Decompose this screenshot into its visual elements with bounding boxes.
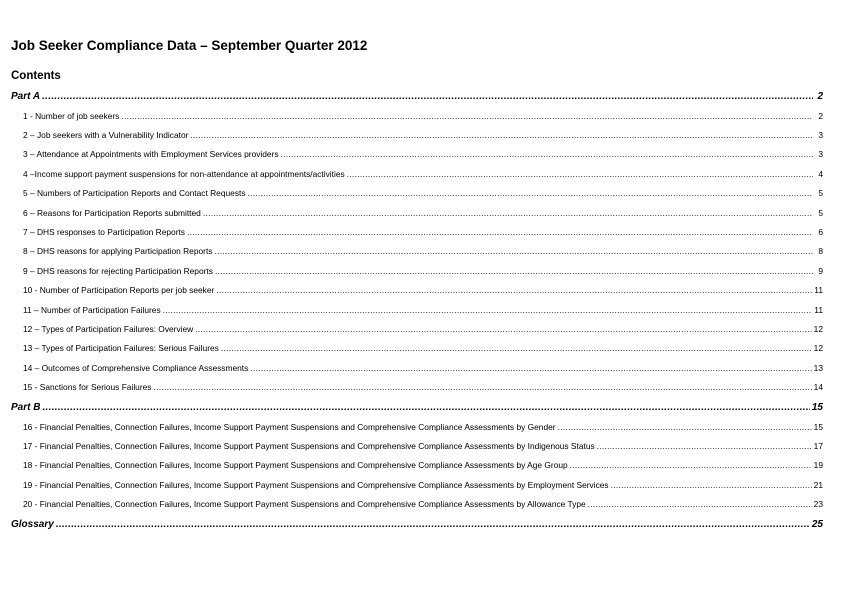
toc-page-number: 9 [818,266,823,276]
toc-entry[interactable] [23,305,823,315]
toc-entry[interactable] [23,422,823,432]
toc-dot-leader [215,266,813,276]
toc-page-number: 3 [818,149,823,159]
toc-entry[interactable] [23,111,823,121]
toc-entry-label: 10 - Number of Participation Reports per job seeker [23,285,215,295]
toc-entry-label: Part B [11,402,41,413]
toc-entry[interactable] [23,285,823,295]
toc-entry[interactable] [23,169,823,179]
toc-entry[interactable] [23,382,823,392]
toc-part-entry[interactable] [11,402,823,413]
toc-page-number: 14 [813,382,823,392]
toc-entry-label: 15 - Sanctions for Serious Failures [23,382,152,392]
toc-page-number: 8 [818,246,823,256]
toc-page-number: 15 [813,422,823,432]
toc-dot-leader [190,130,813,140]
toc-entry-label: 2 – Job seekers with a Vulnerability Indicator [23,130,189,140]
toc-page-number: 5 [818,208,823,218]
toc-entry-label: 8 – DHS reasons for applying Participation Reports [23,246,213,256]
toc-entry[interactable] [23,130,823,140]
toc-entry[interactable] [23,499,823,509]
toc-entry-label: 12 – Types of Participation Failures: Overview [23,324,194,334]
toc-dot-leader [203,208,813,218]
toc-page-number: 3 [818,130,823,140]
toc-page-number: 2 [817,91,823,102]
toc-dot-leader [187,227,813,237]
toc-entry-label: 5 – Numbers of Participation Reports and Contact Requests [23,188,246,198]
toc-entry-label: 9 – DHS reasons for rejecting Participation Reports [23,266,213,276]
toc-dot-leader [195,324,811,334]
toc-entry[interactable] [23,227,823,237]
toc-dot-leader [597,441,812,451]
toc-entry-label: 20 - Financial Penalties, Connection Failures, Income Support Payment Suspensions and Comprehensive Compliance Assessments by Allowance Type [23,499,586,509]
toc-page-number: 12 [813,343,823,353]
contents-heading: Contents [11,70,61,82]
toc-entry[interactable] [23,460,823,470]
toc-dot-leader [248,188,813,198]
toc-dot-leader [570,460,812,470]
toc-entry[interactable] [23,149,823,159]
toc-dot-leader [221,343,812,353]
toc-page-number: 11 [814,305,823,315]
toc-dot-leader [214,246,813,256]
toc-dot-leader [163,305,813,315]
toc-dot-leader [281,149,813,159]
toc-page-number: 23 [813,499,823,509]
toc-dot-leader [611,480,812,490]
toc-dot-leader [588,499,812,509]
toc-page-number: 6 [818,227,823,237]
toc-page-number: 25 [811,519,823,530]
toc-page-number: 17 [813,441,823,451]
toc-entry[interactable] [23,363,823,373]
toc-entry[interactable] [23,266,823,276]
toc-entry-label: 13 – Types of Participation Failures: Serious Failures [23,343,219,353]
toc-entry-label: 11 – Number of Participation Failures [23,305,161,315]
toc-entry[interactable] [23,188,823,198]
toc-page-number: 15 [811,402,823,413]
toc-dot-leader [42,402,809,413]
toc-entry[interactable] [23,480,823,490]
toc-dot-leader [216,285,812,295]
toc-entry-label: 6 – Reasons for Participation Reports submitted [23,208,201,218]
toc-entry-label: 4 –Income support payment suspensions for non-attendance at appointments/activities [23,169,345,179]
toc-entry[interactable] [23,441,823,451]
toc-entry[interactable] [23,343,823,353]
toc-page-number: 13 [813,363,823,373]
page-title: Job Seeker Compliance Data – September Quarter 2012 [11,38,368,53]
toc-dot-leader [56,519,810,530]
toc-page-number: 21 [813,480,823,490]
toc-page-number: 19 [813,460,823,470]
toc-entry-label: Part A [11,91,41,102]
toc-dot-leader [42,91,813,102]
toc-entry-label: 7 – DHS responses to Participation Reports [23,227,185,237]
toc-entry-label: 19 - Financial Penalties, Connection Failures, Income Support Payment Suspensions and Comprehensive Compliance Assessments by Employment Services [23,480,609,490]
toc-dot-leader [153,382,811,392]
toc-page-number: 5 [818,188,823,198]
toc-dot-leader [121,111,813,121]
toc-entry[interactable] [23,324,823,334]
toc-entry-label: Glossary [11,519,54,530]
toc-entry-label: 3 – Attendance at Appointments with Employment Services providers [23,149,279,159]
toc-dot-leader [250,363,811,373]
toc-part-entry[interactable] [11,519,823,530]
toc-page-number: 2 [818,111,823,121]
toc-dot-leader [558,422,812,432]
toc-entry-label: 17 - Financial Penalties, Connection Failures, Income Support Payment Suspensions and Comprehensive Compliance Assessments by Indigenous Status [23,441,595,451]
toc-entry[interactable] [23,246,823,256]
toc-entry-label: 18 - Financial Penalties, Connection Failures, Income Support Payment Suspensions and Comprehensive Compliance Assessments by Age Group [23,460,568,470]
toc-page-number: 12 [813,324,823,334]
toc-dot-leader [347,169,813,179]
toc-entry[interactable] [23,208,823,218]
toc-page-number: 11 [814,285,823,295]
toc-entry-label: 16 - Financial Penalties, Connection Failures, Income Support Payment Suspensions and Comprehensive Compliance Assessments by Gender [23,422,556,432]
toc-part-entry[interactable] [11,91,823,102]
toc-page-number: 4 [818,169,823,179]
toc-entry-label: 1 - Number of job seekers [23,111,120,121]
toc-entry-label: 14 – Outcomes of Comprehensive Compliance Assessments [23,363,249,373]
